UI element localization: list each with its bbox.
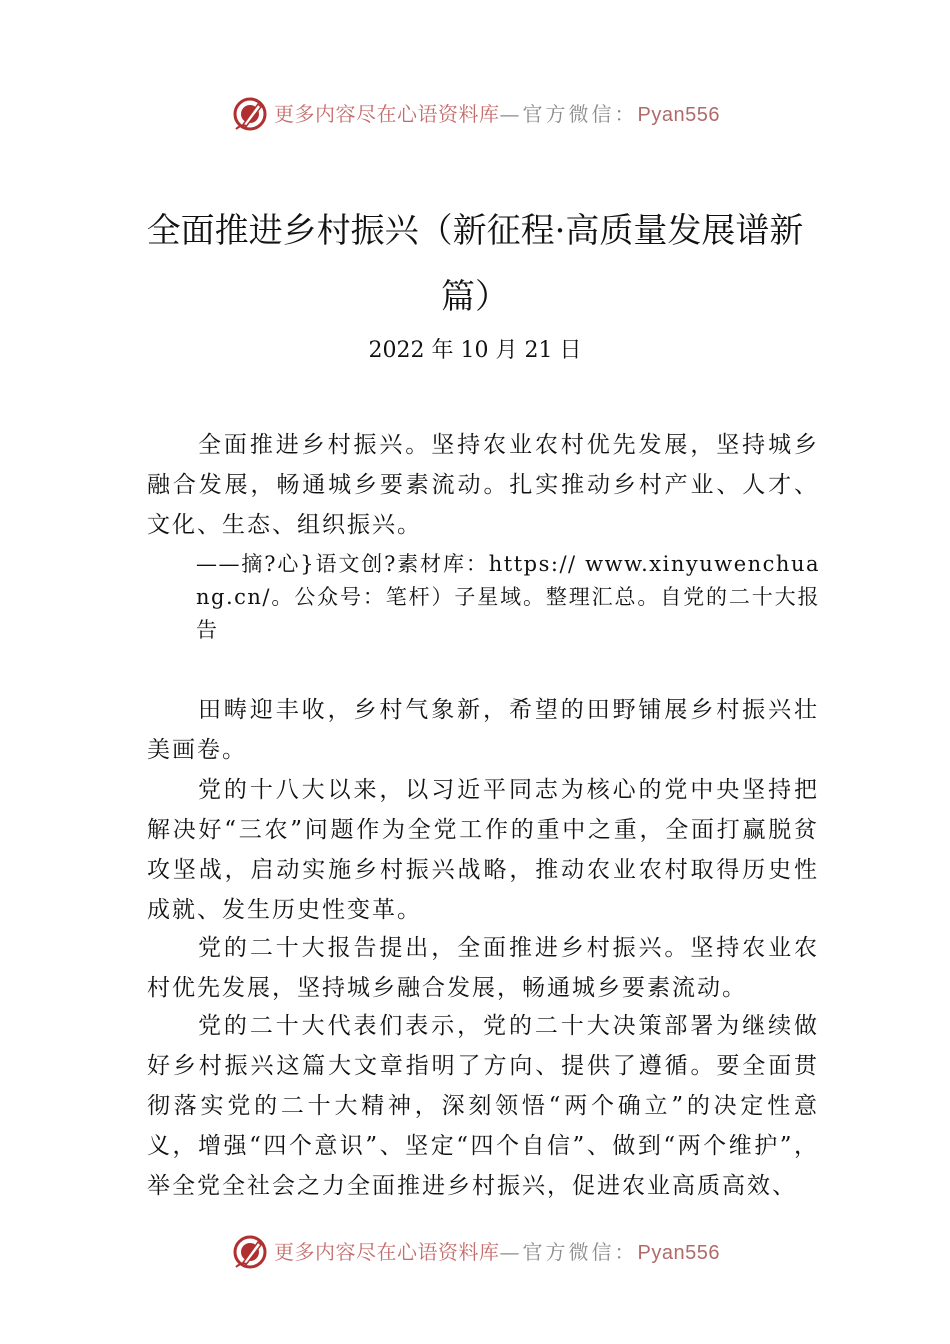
paragraph: 党的二十大代表们表示，党的二十大决策部署为继续做好乡村振兴这篇大文章指明了方向、提供了遵循。要全面贯彻落实党的二十大精神，深刻领悟“两个确立”的决定性意义，增强“四个意识”、坚定“四个自信”、做到“两个维护”， 举全党全社会之力全面推进乡村振兴，促进农业高质高效、	[147, 1013, 819, 1199]
header-banner	[0, 94, 950, 134]
footer-banner	[0, 1232, 950, 1272]
banner-wechat-id: Pyan556	[637, 1242, 720, 1264]
document-title: 全面推进乡村振兴（新征程·高质量发展谱新篇）	[146, 211, 804, 317]
banner-text	[274, 1240, 720, 1265]
banner-gray-text: —官方微信：	[499, 102, 638, 126]
banner-red-text: 更多内容尽在心语资料库	[274, 102, 500, 126]
paragraph: 党的二十大报告提出，全面推进乡村振兴。坚持农业农村优先发展，坚持城乡融合发展，畅通城乡要素流动。	[147, 935, 819, 1001]
banner-text	[274, 102, 720, 127]
document-date: 2022 年 10 月 21 日	[368, 338, 582, 363]
paragraph: 党的十八大以来，以习近平同志为核心的党中央坚持把解决好“三农”问题作为全党工作的重中之重，全面打赢脱贫攻坚战，启动实施乡村振兴战略，推动农业农村取得历史性成就、发生历史性变革。	[147, 777, 819, 923]
banner-gray-text: —官方微信：	[499, 1240, 638, 1264]
banner-wechat-id: Pyan556	[637, 104, 720, 126]
pen-logo-icon	[232, 1234, 268, 1270]
pen-logo-icon	[232, 96, 268, 132]
paragraph-summary: 全面推进乡村振兴。坚持农业农村优先发展，坚持城乡融合发展，畅通城乡要素流动。扎实推动乡村产业、人才、 文化、生态、组织振兴。	[147, 432, 819, 538]
banner-red-text: 更多内容尽在心语资料库	[274, 1240, 500, 1264]
paragraph: 田畴迎丰收，乡村气象新，希望的田野铺展乡村振兴壮美画卷。	[147, 697, 819, 763]
source-quote: ——摘?心}语文创?素材库：https:// www.xinyuwenchuang.cn/。公众号：笔杆）子星域。整理汇总。自党的二十大报告	[196, 552, 820, 642]
